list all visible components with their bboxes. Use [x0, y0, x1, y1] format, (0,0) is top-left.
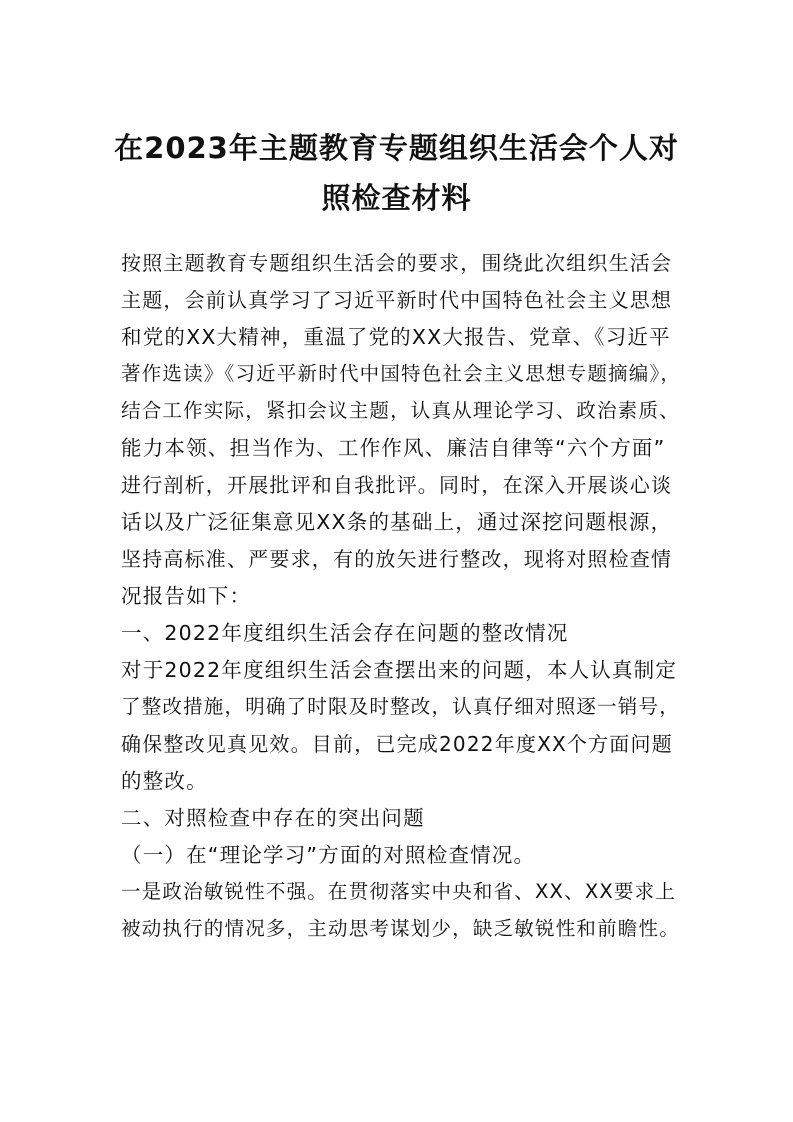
- body-line: 结合工作实际，紧扣会议主题，认真从理论学习、政治素质、: [121, 399, 680, 422]
- document-title-line-1: 在2023年主题教育专题组织生活会个人对: [114, 131, 679, 165]
- body-line: 能力本领、担当作为、工作作风、廉洁自律等“六个方面”: [121, 436, 666, 460]
- body-line: 的整改。: [121, 769, 208, 793]
- body-line: 对于2022年度组织生活会查摆出来的问题，本人认真制定: [121, 658, 678, 682]
- body-line: 一是政治敏锐性不强。在贯彻落实中央和省、XX、XX要求上: [121, 880, 677, 903]
- section-heading-2: 二、对照检查中存在的突出问题: [121, 806, 425, 830]
- body-line: 况报告如下：: [121, 584, 252, 608]
- section-heading-1: 一、2022年度组织生活会存在问题的整改情况: [121, 621, 569, 645]
- body-line: 和党的XX大精神，重温了党的XX大报告、党章、《习近平: [121, 325, 671, 349]
- document-title-line-2: 照检查材料: [321, 181, 472, 215]
- body-line: 主题，会前认真学习了习近平新时代中国特色社会主义思想: [121, 288, 673, 312]
- body-line: 了整改措施，明确了时限及时整改，认真仔细对照逐一销号，: [121, 695, 680, 718]
- body-line: 话以及广泛征集意见XX条的基础上，通过深挖问题根源，: [121, 510, 673, 534]
- body-line: 按照主题教育专题组织生活会的要求，围绕此次组织生活会: [121, 251, 673, 275]
- body-line: 被动执行的情况多，主动思考谋划少，缺乏敏锐性和前瞻性。: [121, 917, 680, 940]
- subsection-heading: （一）在“理论学习”方面的对照检查情况。: [121, 843, 536, 867]
- body-line: 坚持高标准、严要求，有的放矢进行整改，现将对照检查情: [121, 547, 673, 571]
- body-line: 确保整改见真见效。目前，已完成2022年度XX个方面问题: [121, 732, 673, 756]
- body-line: 进行剖析，开展批评和自我批评。同时，在深入开展谈心谈: [121, 473, 673, 497]
- body-line: 著作选读》《习近平新时代中国特色社会主义思想专题摘编》，: [121, 362, 682, 385]
